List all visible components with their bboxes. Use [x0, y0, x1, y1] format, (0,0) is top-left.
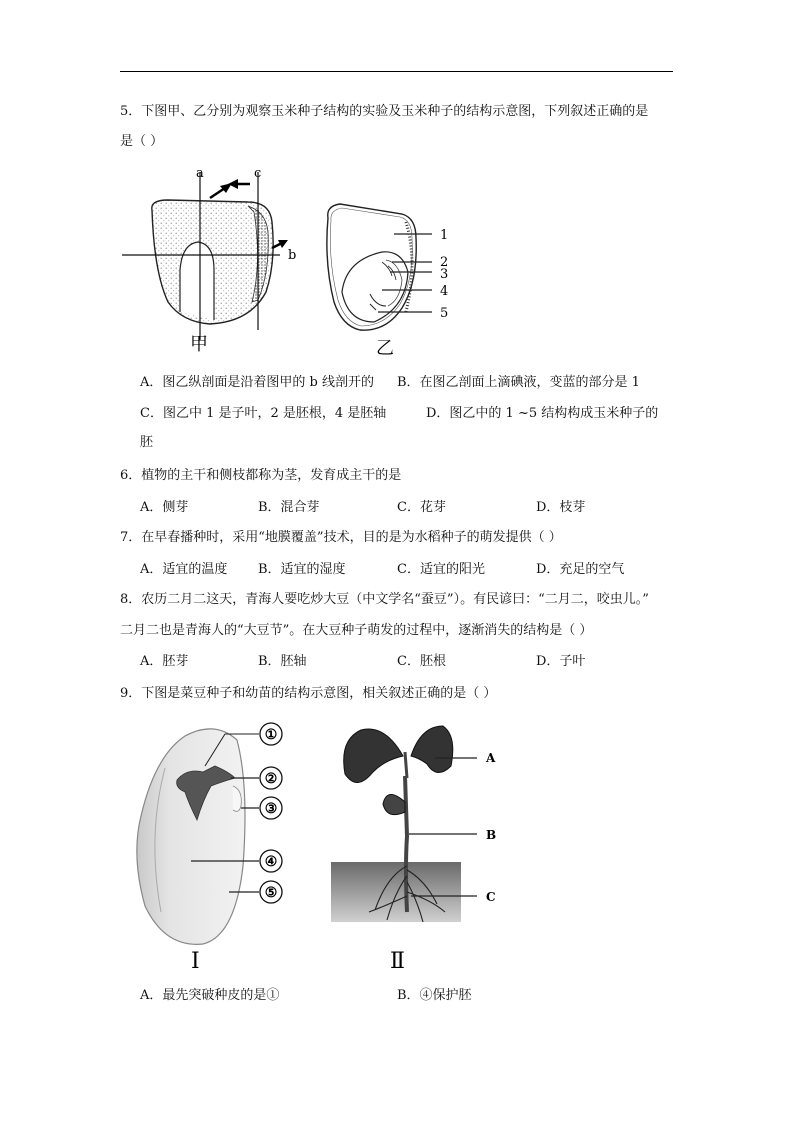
q9-figure-bean: [125, 716, 515, 976]
q8-option-c: C．胚根: [397, 654, 446, 669]
seed-label-5: ⑤: [264, 885, 278, 901]
marker-b: b: [288, 248, 297, 263]
q5-option-d: D．图乙中的 1 ~5 结构构成玉米种子的: [426, 406, 659, 421]
figure-jia: [122, 166, 296, 355]
figure-yi: [327, 204, 448, 359]
q6-stem: 6．植物的主干和侧枝都称为茎，发育成主干的是: [120, 468, 402, 483]
yi-label-3: 3: [440, 267, 449, 282]
q7-option-b: B．适宜的湿度: [258, 562, 346, 577]
q7-stem: 7．在早春播种时，采用“地膜覆盖”技术，目的是为水稻种子的萌发提供（ ）: [120, 530, 562, 545]
q5-option-c: C．图乙中 1 是子叶，2 是胚根，4 是胚轴: [140, 406, 387, 421]
seedling-label-a: A: [486, 751, 496, 765]
q7-option-d: D．充足的空气: [536, 562, 625, 577]
q7-option-a: A．适宜的温度: [140, 562, 228, 577]
q8-stem-line1: 8．农历二月二这天，青海人要吃炒大豆（中文学名“蚕豆”）。有民谚曰：“二月二，咬虫儿。”: [120, 592, 649, 607]
q5-option-b: B．在图乙剖面上滴碘液，变蓝的部分是 1: [397, 375, 640, 390]
marker-a: a: [196, 166, 204, 181]
roman-label-2: Ⅱ: [390, 949, 405, 974]
q5-stem-line1: 5．下图甲、乙分别为观察玉米种子结构的实验及玉米种子的结构示意图，下列叙述正确的是: [120, 104, 649, 119]
seed-label-2: ②: [264, 771, 278, 787]
yi-label-1: 1: [440, 228, 449, 243]
q6-option-c: C．花芽: [397, 500, 446, 515]
seedling-label-c: C: [486, 890, 496, 904]
yi-label-2: 2: [440, 255, 449, 270]
q5-figure-corn-seed: [120, 162, 460, 362]
seed-label-1: ①: [264, 727, 278, 743]
q6-option-d: D．枝芽: [536, 500, 586, 515]
seed-label-4: ④: [264, 854, 278, 870]
q5-option-a: A．图乙纵剖面是沿着图甲的 b 线剖开的: [140, 375, 374, 390]
marker-c: c: [254, 166, 262, 181]
q5-stem-line2: 是（ ）: [120, 134, 164, 149]
q9-option-b: B．④保护胚: [397, 988, 472, 1003]
q5-option-d-cont: 胚: [140, 435, 154, 450]
q8-option-a: A．胚芽: [140, 654, 189, 669]
q6-option-a: A．侧芽: [140, 500, 189, 515]
q8-stem-line2: 二月二也是青海人的“大豆节”。在大豆种子萌发的过程中，逐渐消失的结构是（ ）: [120, 623, 593, 638]
figure-bean-seed: [137, 723, 282, 974]
yi-label-5: 5: [440, 306, 449, 321]
yi-label-4: 4: [440, 284, 449, 299]
seed-label-3: ③: [264, 801, 278, 817]
q7-option-c: C．适宜的阳光: [397, 562, 485, 577]
q8-option-b: B．胚轴: [258, 654, 307, 669]
seedling-label-b: B: [486, 828, 497, 842]
q9-stem: 9．下图是菜豆种子和幼苗的结构示意图，相关叙述正确的是（ ）: [120, 686, 497, 701]
label-jia: 甲: [190, 334, 208, 355]
q6-option-b: B．混合芽: [258, 500, 320, 515]
header-rule: [120, 71, 673, 72]
q9-option-a: A．最先突破种皮的是①: [140, 988, 280, 1003]
roman-label-1: Ⅰ: [191, 949, 200, 974]
label-yi: 乙: [376, 338, 394, 359]
q8-option-d: D．子叶: [536, 654, 586, 669]
figure-bean-seedling: [331, 726, 496, 974]
